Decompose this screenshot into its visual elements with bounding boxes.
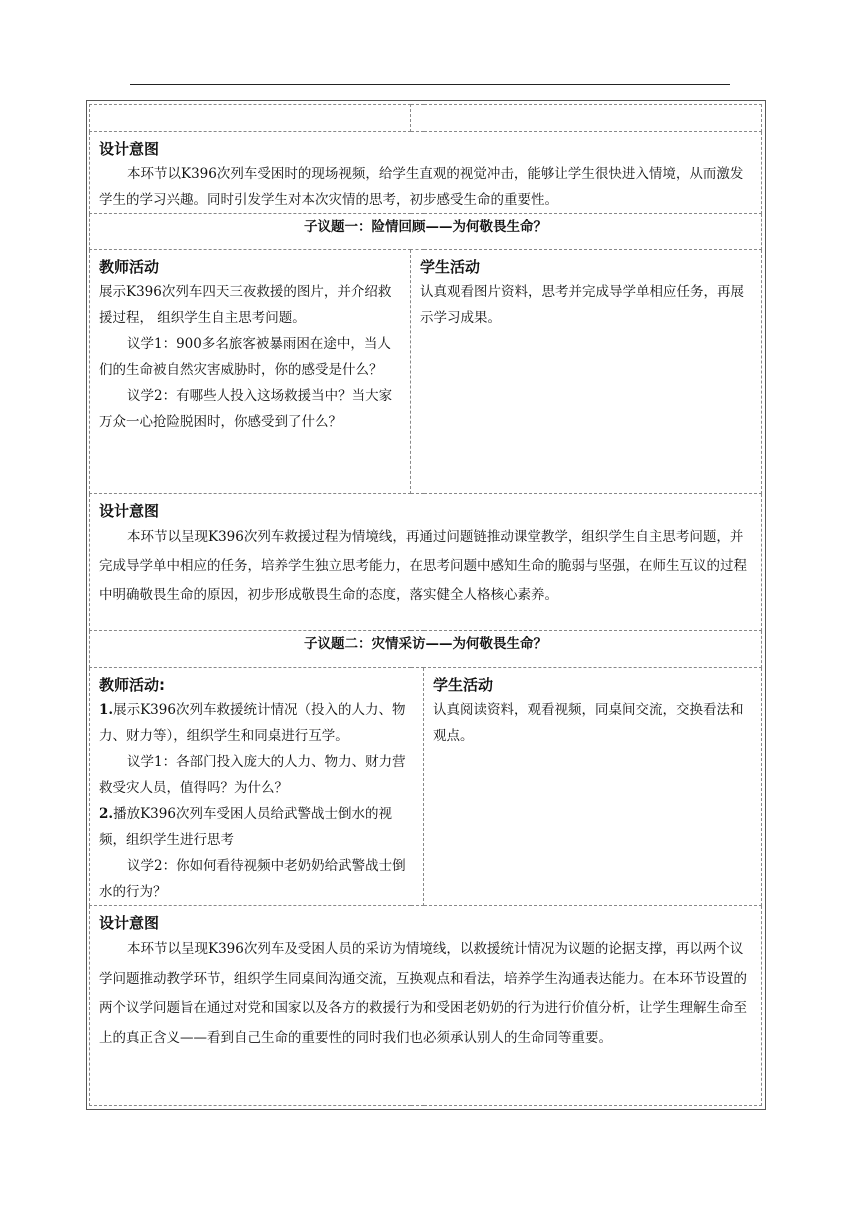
top-partial-cell-right [411, 105, 762, 132]
teacher-activity-cell-2 [90, 668, 424, 906]
student-activity-text: 认真阅读资料，观看视频，同桌间交流，交换看法和观点。 [433, 702, 744, 744]
design-intent-row-2 [90, 494, 762, 631]
design-intent-heading: 设计意图 [99, 502, 160, 520]
subtopic-2-title: 子议题二：灾情采访——为何敬畏生命？ [90, 631, 762, 668]
discussion-question-1: 议学1：各部门投入庞大的人力、物力、财力营救受灾人员，值得吗？为什么？ [99, 754, 406, 796]
design-intent-cell-3 [90, 906, 762, 1106]
student-activity-heading: 学生活动 [420, 258, 481, 276]
top-partial-cell-left [90, 105, 411, 132]
design-intent-text: 本环节以呈现K396次列车及受困人员的采访为情境线，以救援统计情况为议题的论据支撑，再以两个议学问题推动教学环节，组织学生同桌间沟通交流，互换观点和看法，培养学生沟通表达能力。在本环节设置的两个议学问题旨在通过对党和国家以及各方的救援行为和受困老奶奶的行为进行价值分析，让学生理解生命至上的真正含义——看到自己生命的重要性的同时我们也必须承认别人的生命同等重要。 [99, 941, 747, 1046]
discussion-question-1: 议学1：900多名旅客被暴雨困在途中，当人们的生命被自然灾害威胁时，你的感受是什么？ [99, 336, 391, 378]
teacher-activity-heading: 教师活动: [99, 676, 165, 694]
item-text: 展示K396次列车救援统计情况（投入的人力、物力、财力等），组织学生和同桌进行互学。 [99, 702, 406, 744]
student-activity-cell-2 [424, 668, 762, 906]
design-intent-text: 本环节以呈现K396次列车救援过程为情境线，再通过问题链推动课堂教学，组织学生自主思考问题，并完成导学单中相应的任务，培养学生独立思考能力，在思考问题中感知生命的脆弱与坚强，在师生互议的过程中明确敬畏生命的原因，初步形成敬畏生命的态度，落实健全人格核心素养。 [99, 529, 747, 603]
design-intent-row-1 [90, 132, 762, 214]
subtopic-1-activity-row [90, 250, 762, 494]
top-partial-row [90, 105, 762, 132]
design-intent-heading: 设计意图 [99, 914, 160, 932]
subtopic-2-title-row [90, 631, 762, 668]
design-intent-row-3 [90, 906, 762, 1106]
design-intent-heading: 设计意图 [99, 140, 160, 158]
discussion-question-2: 议学2：你如何看待视频中老奶奶给武警战士倒水的行为？ [99, 858, 406, 900]
teacher-activity-heading: 教师活动 [99, 258, 160, 276]
lesson-plan-table [89, 104, 762, 1106]
teacher-activity-text: 展示K396次列车四天三夜救援的图片，并介绍救援过程， 组织学生自主思考问题。 [99, 284, 392, 326]
student-activity-cell-1 [411, 250, 762, 494]
teacher-activity-item-1 [99, 697, 414, 749]
subtopic-1-title-row [90, 214, 762, 250]
page-header-rule [130, 84, 730, 85]
subtopic-2-activity-row [90, 668, 762, 906]
design-intent-cell-2 [90, 494, 762, 631]
item-text: 播放K396次列车受困人员给武警战士倒水的视频，组织学生进行思考 [99, 806, 392, 848]
teacher-activity-cell-1 [90, 250, 411, 494]
teacher-activity-item-2 [99, 801, 414, 853]
student-activity-heading: 学生活动 [433, 676, 494, 694]
item-number: 2. [99, 806, 114, 822]
design-intent-text: 本环节以K396次列车受困时的现场视频，给学生直观的视觉冲击，能够让学生很快进入情境，从而激发学生的学习兴趣。同时引发学生对本次灾情的思考，初步感受生命的重要性。 [99, 166, 744, 208]
item-number: 1. [99, 702, 114, 718]
design-intent-cell-1 [90, 132, 762, 214]
student-activity-text: 认真观看图片资料，思考并完成导学单相应任务，再展示学习成果。 [420, 284, 744, 326]
discussion-question-2: 议学2：有哪些人投入这场救援当中？当大家万众一心抢险脱困时，你感受到了什么？ [99, 388, 393, 430]
subtopic-1-title: 子议题一：险情回顾——为何敬畏生命？ [90, 214, 762, 250]
